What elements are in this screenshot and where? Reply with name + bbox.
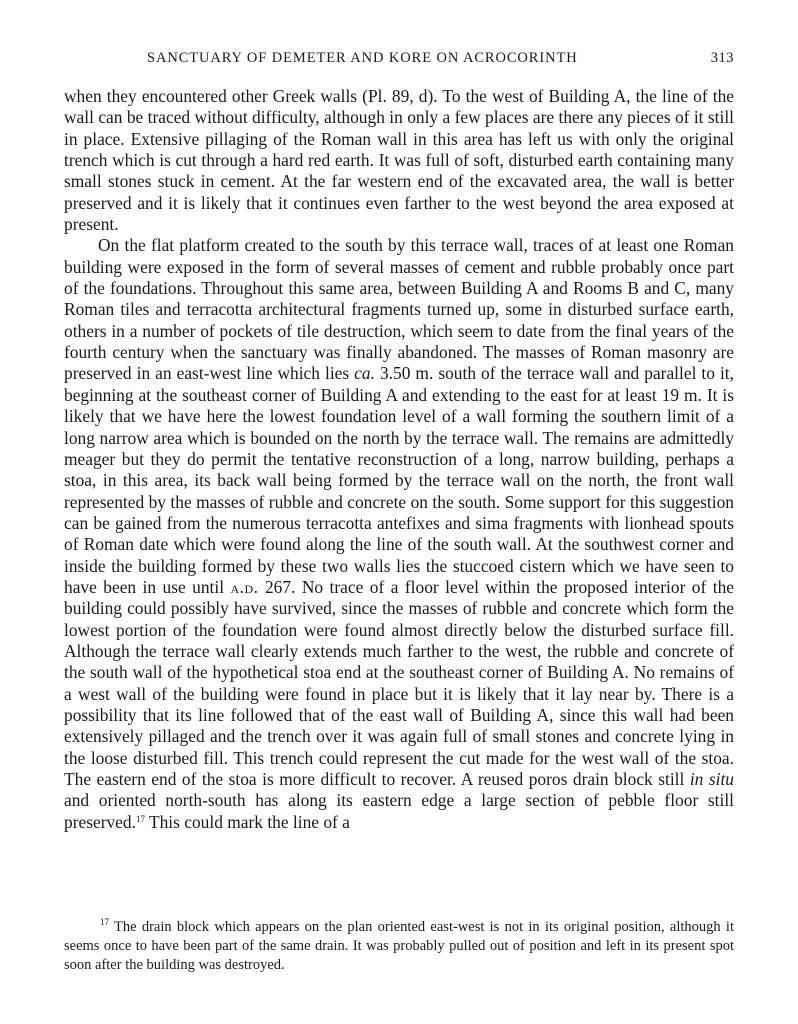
paragraph-2 <box>64 235 734 833</box>
paragraph-2-text-e: This could mark the line of a <box>144 811 350 832</box>
running-title: SANCTUARY OF DEMETER AND KORE ON ACROCORINTH <box>147 50 578 66</box>
footnote-reference: 17 <box>135 813 145 824</box>
page-number: 313 <box>710 50 734 66</box>
in-situ-term: in situ <box>689 769 734 789</box>
body-text <box>64 86 734 833</box>
paragraph-2-text-a: On the flat platform created to the south by this terrace wall, traces of at least one Roman building were exposed in the form of several masses of cement and rubble probably once part of the foundations. Throughout this same area, between Building A and Rooms B and C, many Roman tiles and terracotta architectural fragments turned up, some in disturbed surface earth, others in a number of pockets of tile destruction, which seem to date from the final years of the fourth century when the sanctuary was finally abandoned. The masses of Roman masonry are preserved in an east-west line which lies <box>64 235 734 384</box>
footnote-marker: 17 <box>100 917 109 927</box>
paragraph-2-text-c: 267. No trace of a floor level within the proposed interior of the building could possibly have survived, since the masses of rubble and concrete which form the lowest portion of the foundation were found almost directly below the disturbed surface fill. Although the terrace wall clearly extends much farther to the west, the rubble and concrete of the south wall of the hypothetical stoa end at the southeast corner of Building A. No remains of a west wall of the building were found in place but it is likely that it lay near by. There is a possibility that its line followed that of the east wall of Building A, since this wall had been extensively pillaged and the trench over it was again full of small stones and concrete lying in the loose disturbed fill. This trench could represent the cut made for the west wall of the stoa. The eastern end of the stoa is more difficult to recover. A reused poros drain block still <box>64 576 734 789</box>
paragraph-2-text-b: 3.50 m. south of the terrace wall and parallel to it, beginning at the southeast corner of Building A and extending to the east for at least 19 m. It is likely that we have here the lowest foundation level of a wall forming the southern limit of a long narrow area which is bounded on the north by the terrace wall. The remains are admittedly meager but they do permit the tentative reconstruction of a long, narrow building, perhaps a stoa, in this area, its back wall being formed by the terrace wall on the north, the front wall represented by the masses of rubble and concrete on the south. Some support for this suggestion can be gained from the numerous terracotta antefixes and sima fragments with lionhead spouts of Roman date which were found along the line of the south wall. At the southwest corner and inside the building formed by these two walls lies the stuccoed cistern which we have seen to have been in use until <box>64 363 734 597</box>
footnote <box>64 918 734 975</box>
paragraph-2-text-d: and oriented north-south has along its eastern edge a large section of pebble floor still preserved. <box>64 790 734 832</box>
paragraph-1: when they encountered other Greek walls (Pl. 89, d). To the west of Building A, the line of the wall can be traced without difficulty, although in only a few places are there any pieces of it still in place. Extensive pillaging of the Roman wall in this area has left us with only the original trench which is cut through a hard red earth. It was full of soft, disturbed earth containing many small stones stuck in cement. At the far western end of the excavated area, the wall is better preserved and it is likely that it continues even farther to the west beyond the area exposed at present. <box>64 86 734 235</box>
footnote-text: The drain block which appears on the plan oriented east-west is not in its original position, although it seems once to have been part of the same drain. It was probably pulled out of position and left in its present spot soon after the building was destroyed. <box>64 919 734 973</box>
circa-abbrev: ca. <box>354 363 375 384</box>
anno-domini-abbrev: a.d. <box>230 576 259 597</box>
